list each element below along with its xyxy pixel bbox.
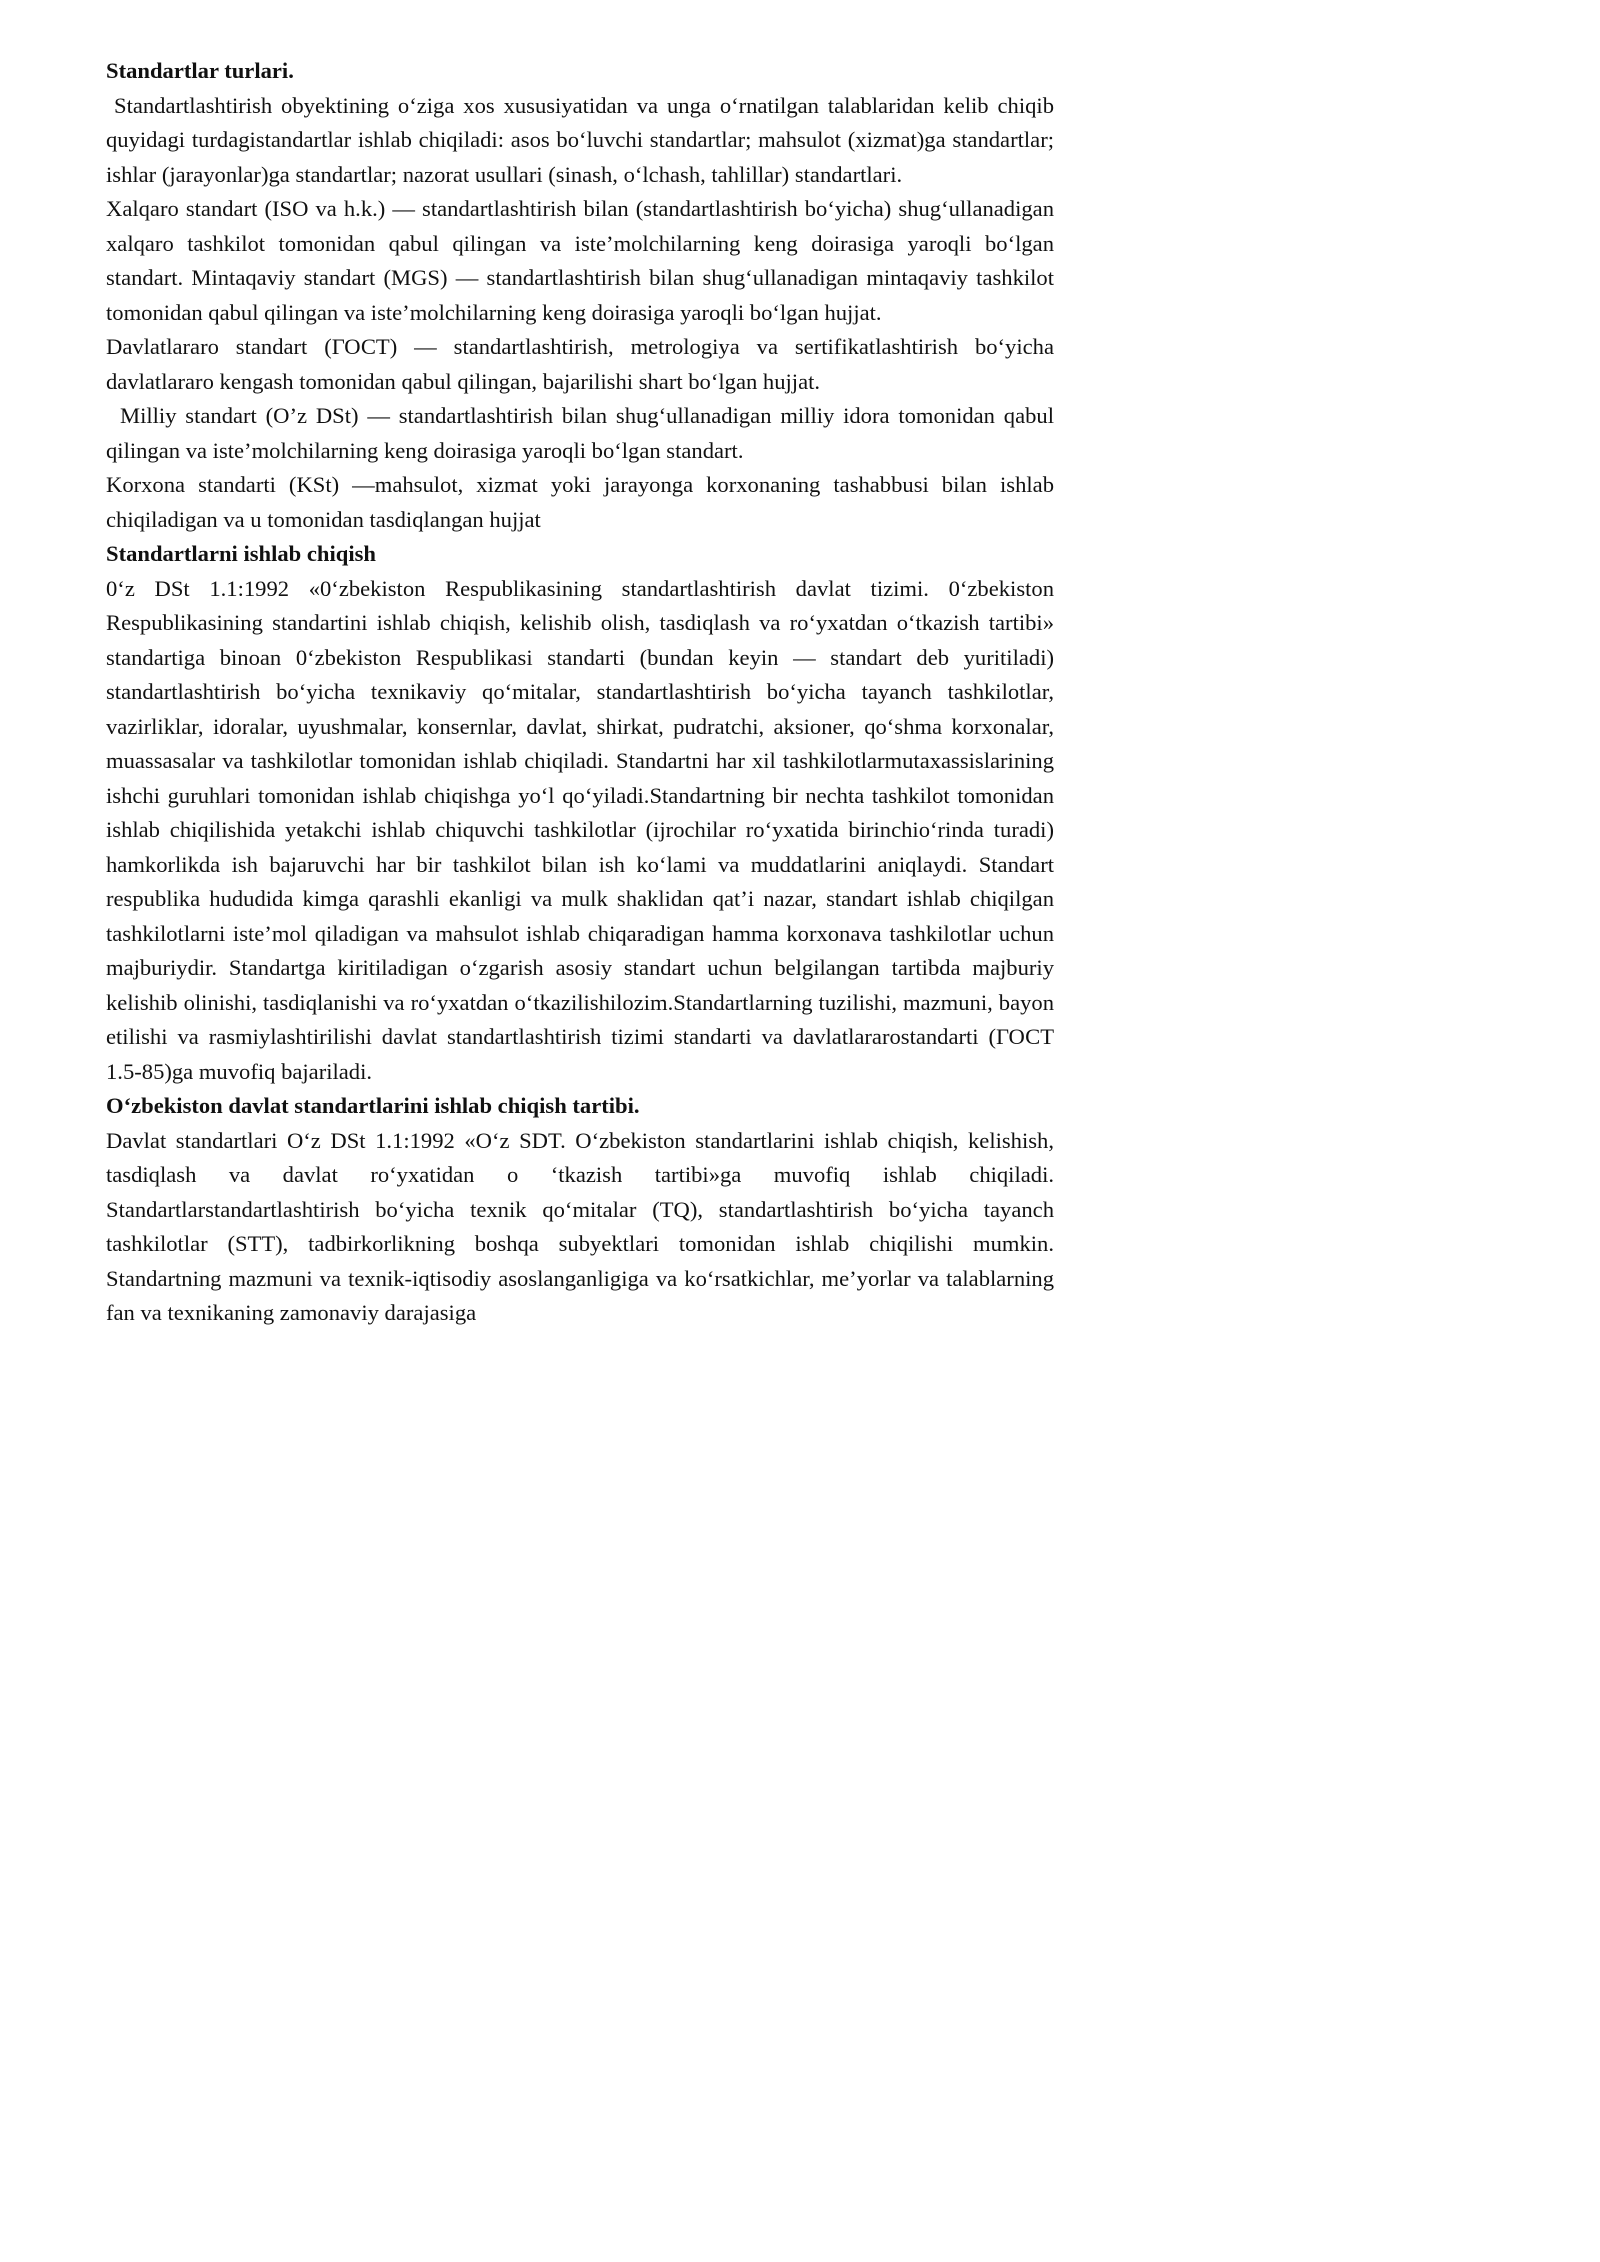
section-title-standard-types: Standartlar turlari. xyxy=(106,58,294,83)
paragraph-enterprise-standard: Korxona standarti (KSt) —mahsulot, xizmat yoki jarayonga korxonaning tashabbusi bilan ishlab chiqiladigan va u tomonidan tasdiqlangan hujjat xyxy=(106,472,1054,532)
paragraph-national-standard: Milliy standart (O’z DSt) — standartlashtirish bilan shug‘ullanadigan milliy idora tomonidan qabul qilingan va iste’molchilarning keng doirasiga yaroqli bo‘lgan standart. xyxy=(106,403,1054,463)
paragraph-standard-development: 0‘z DSt 1.1:1992 «0‘zbekiston Respublikasining standartlashtirish davlat tizimi. 0‘zbekiston Respublikasining standartini ishlab chiqish, kelishib olish, tasdiqlash va ro‘yxatdan o‘tkazish tartibi» standartiga binoan 0‘zbekiston Respublikasi standarti (bundan keyin — standart deb yuritiladi) standartlashtirish bo‘yicha texnikaviy qo‘mitalar, standartlashtirish bo‘yicha tayanch tashkilotlar, vazirliklar, idoralar, uyushmalar, konsernlar, davlat, shirkat, pudratchi, aksioner, qo‘shma korxonalar, muassasalar va tashkilotlar tomonidan ishlab chiqiladi. Standartni har xil tashkilotlarmutaxassislarining ishchi guruhlari tomonidan ishlab chiqishga yo‘l qo‘yiladi.Standartning bir nechta tashkilot tomonidan ishlab chiqilishida yetakchi ishlab chiquvchi tashkilotlar (ijrochilar ro‘yxatida birinchio‘rinda turadi) hamkorlikda ish bajaruvchi har bir tashkilot bilan ish ko‘lami va muddatlarini aniqlaydi. Standart respublika hududida kimga qarashli ekanligi va mulk shaklidan qat’i nazar, standart ishlab chiqilgan tashkilotlarni iste’mol qiladigan va mahsulot ishlab chiqaradigan hamma korxonava tashkilotlar uchun majburiydir. Standartga kiritiladigan o‘zgarish asosiy standart uchun belgilangan tartibda majburiy kelishib olinishi, tasdiqlanishi va ro‘yxatdan o‘tkazilishilozim.Standartlarning tuzilishi, mazmuni, bayon etilishi va rasmiylashtirilishi davlat standartlashtirish tizimi standarti va davlatlararostandarti (ГОСТ 1.5-85)ga muvofiq bajariladi. xyxy=(106,575,1054,1084)
paragraph-interstate-standard: Davlatlararo standart (ГОСТ) — standartlashtirish, metrologiya va sertifikatlashtirish bo‘yicha davlatlararo kengash tomonidan qabul qilingan, bajarilishi shart bo‘lgan hujjat. xyxy=(106,334,1054,394)
paragraph-standard-types-intro: Standartlashtirish obyektining o‘ziga xos xususiyatidan va unga o‘rnatilgan talablaridan kelib chiqib quyidagi turdagistandartlar ishlab chiqiladi: asos bo‘luvchi standartlar; mahsulot (xizmat)ga standartlar; ishlar (jarayonlar)ga standartlar; nazorat usullari (sinash, o‘lchash, tahlillar) standartlari. xyxy=(106,92,1054,187)
paragraph-development-procedure: Davlat standartlari O‘z DSt 1.1:1992 «O‘z SDT. O‘zbekiston standartlarini ishlab chiqish, kelishish, tasdiqlash va davlat ro‘yxatidan o ‘tkazish tartibi»ga muvofiq ishlab chiqiladi. Standartlarstandartlashtirish bo‘yicha texnik qo‘mitalar (TQ), standartlashtirish bo‘yicha tayanch tashkilotlar (STT), tadbirkorlikning boshqa subyektlari tomonidan ishlab chiqilishi mumkin. Standartning mazmuni va texnik-iqtisodiy asoslanganligiga va ko‘rsatkichlar, me’yorlar va talablarning fan va texnikaning zamonaviy darajasiga xyxy=(106,1127,1054,1325)
document-page xyxy=(106,54,1054,1331)
paragraph-international-standard: Xalqaro standart (ISO va h.k.) — standartlashtirish bilan (standartlashtirish bo‘yicha) shug‘ullanadigan xalqaro tashkilot tomonidan qabul qilingan va iste’molchilarning keng doirasiga yaroqli bo‘lgan standart. Mintaqaviy standart (MGS) — standartlashtirish bilan shug‘ullanadigan mintaqaviy tashkilot tomonidan qabul qilingan va iste’molchilarning keng doirasiga yaroqli bo‘lgan hujjat. xyxy=(106,196,1054,325)
section-title-development-procedure: O‘zbekiston davlat standartlarini ishlab chiqish tartibi. xyxy=(106,1093,640,1118)
section-title-standard-development: Standartlarni ishlab chiqish xyxy=(106,541,376,566)
